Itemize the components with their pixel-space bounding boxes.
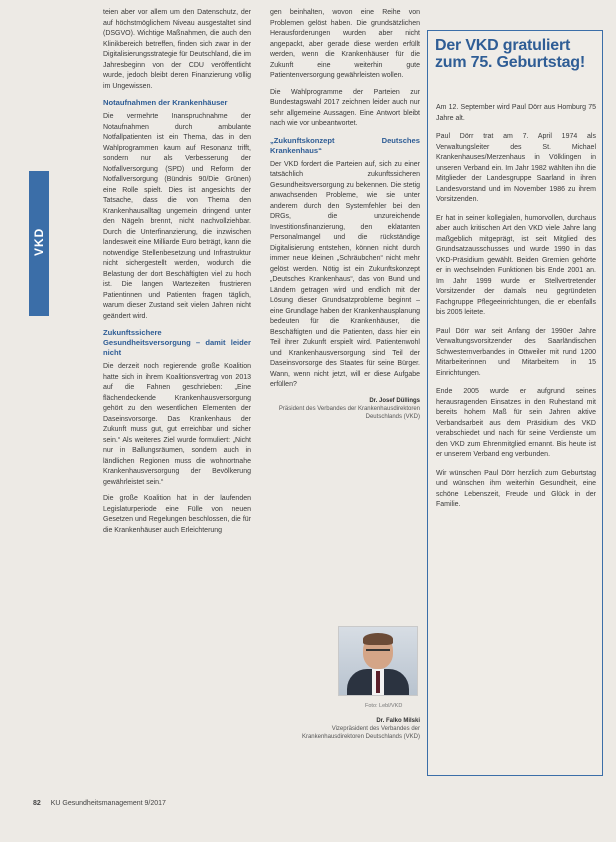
subheading: Notaufnahmen der Krankenhäuser (103, 98, 228, 107)
paragraph: teien aber vor allem um den Datenschutz, der auf höchstmöglichem Niveau ausgestaltet sind (DSGVO). Wichtige Maßnahmen, die auch den Klinikbereich betreffen, finden sich zwar in der Digitalisierungsstrategie für Deutschland, die im Jahresbeginn von der CDU veröffentlicht wurde, jedoch bleibt deren Finanzierung völlig im Ungewissen. (103, 9, 251, 90)
paragraph: gen beinhalten, wovon eine Reihe von Problemen gelöst haben. Die grundsätzlichen Herausforderungen wurden aber nicht angepackt, aber gerade diese werden erfüllt werden, wenn die Krankenhäuser für die Zukunft eine weiterhin gute Patientenversorgung gewährleisten wollen. (270, 9, 420, 79)
page-footer (33, 800, 166, 807)
paragraph: Der VKD fordert die Parteien auf, sich zu einer tatsächlich zukunftssicheren Gesundheitsversorgung zu bekennen. Die stetig anwachsenden Probleme, wie sie unter anderem durch den Systemfehler bei den DRGs, die unzureichende Investitionsfinanzierung, den eklatanten Personalmangel und die rückständige Digitalisierung entstehen, können nicht durch immer neue kleinen „Schräubchen“ nicht mehr gelöst werden. Nötig ist ein Zukunftskonzept „Deutsches Krankenhaus“, das von Bund und Ländern getragen wird und endlich mit der Lösung dieser Grundsatzprobleme beginnt – eine Grundlage haben der Krankenhausplanung bedeuten für die Krankenhäuser, die Beschäftigten und die Patienten, dass hier ein Teil ihrer Zukunft erspielt wird. Patientenwohl und Krankenhausversorgung sind Teil der Daseinsvorsorge des Staates für seine Bürger. Wann, wenn nicht jetzt, will er diese Aufgabe erfüllen? (270, 160, 420, 388)
paragraph: Die derzeit noch regierende große Koalition hatte sich in ihrem Koalitionsvertrag von 2013 auf die Fahnen geschrieben: „Eine flächendeckende Krankenhausversorgung gehört zu den wesentlichen Elementen der Daseinsvorsorge. Das Krankenhaus der Zukunft muss gut, gut erreichbar und sicher sein.“ Als weiteres Ziel wurde formuliert: „Nicht nur in Ballungsräumen, sondern auch in ländlichen Regionen muss die wohnortnahe Krankenhausversorgung der Bevölkerung gewährleistet sein.“ (103, 363, 251, 486)
paragraph: Paul Dörr trat am 7. April 1974 als Verwaltungsleiter des St. Michael Krankenhauses/Merzenhaus in Völklingen in unseren Verband ein. Im Jahr 1982 wählten ihn die Mitglieder der Landesgruppe Saarland in ihren Landesvorstand und im November 1986 zu ihrem Vorsitzenden. (436, 133, 596, 203)
author-name: Dr. Josef Düllings (369, 397, 420, 404)
portrait-photo (338, 626, 418, 696)
subheading: „Zukunftskonzept Deutsches Krankenhaus“ (270, 135, 420, 155)
article-column-2 (270, 8, 420, 421)
photo-caption (270, 717, 420, 741)
photo-credit: Foto: Lebl/VKD (365, 703, 403, 709)
paragraph: Ende 2005 wurde er aufgrund seines herausragenden Einsatzes in den Ruhestand mit bereits hohem Maß für sein Jahren aktive Verbandsarbeit aus dem Präsidium des VKD verabschiedet und nach für seine Verdienste um den VKD zum Ehrenmitglied ernannt. Bis heute ist er unserem Verband eng verbunden. (436, 388, 596, 458)
paragraph: Paul Dörr war seit Anfang der 1990er Jahre Verwaltungsvorsitzender des Saarländischen Schwesternverbandes in Ottweiler mit rund 1200 Mitarbeiterinnen und Mitarbeitern in 15 Einrichtungen. (436, 327, 596, 377)
paragraph: Die große Koalition hat in der laufenden Legislaturperiode eine Fülle von neuen Gesetzen und Regelungen beschlossen, die für die Krankenhäuser auch Erleichterung (103, 495, 251, 534)
paragraph: Er hat in seiner kollegialen, humorvollen, durchaus aber auch kritischen Art den VKD viele Jahre lang maßgeblich mitgeprägt, ist seit Mitglied des Grundsatzausschusses und wurde 1990 in das VKD-Präsidium gewählt. Beiden Gremien gehörte er in wechselnden Funktionen bis Ende 2001 an. Im Jahr 1999 wurde er Stellvertretender Vorsitzender der damals neu gegründeten Fachgruppe Pflegeeinrichtungen, die er ebenfalls bis 2005 leitete. (436, 214, 596, 316)
caption-name: Dr. Falko Milski (376, 718, 420, 724)
paragraph: Am 12. September wird Paul Dörr aus Homburg 75 Jahre alt. (436, 104, 596, 122)
paragraph: Wir wünschen Paul Dörr herzlich zum Geburtstag und wünschen ihm weiterhin Gesundheit, eine schöne Lebenszeit, Freude und Glück in der Familie. (436, 469, 596, 508)
author-signature (270, 397, 420, 421)
author-role: Präsident des Verbandes der Krankenhausdirektoren Deutschlands (VKD) (278, 405, 420, 420)
paragraph: Die vermehrte Inanspruchnahme der Notaufnahmen durch ambulante Notfallpatienten ist ein Thema, das in den Wahlprogrammen kaum auf Resonanz trifft, sondern nur als Verbesserung der Notfallversorgung (SPD) und Reform der Notfallversorgung (Bündnis 90/Die Grünen) eine Rolle spielt. Dies ist angesichts der Tatsache, dass die von Thema den Krankenhausalltag ungemein dringend unter den Nägeln brennt, nicht nachvollziehbar. Durch die Unterfinanzierung, die inzwischen landesweit eine Milliarde Euro beträgt, kann die notwendige Stellenbesetzung und Infrastruktur nicht sichergestellt werden, wodurch die Belastung der dort Beschäftigten viel zu hoch ist. Die langen Wartezeiten frustrieren Patientinnen und Patienten fragen täglich, warum dieser Zustand seit vielen Jahren nicht geändert wird. (103, 113, 251, 320)
subheading: Zukunftssichere Gesundheitsversorgung – damit leider nicht (103, 328, 251, 357)
section-tab (29, 171, 49, 316)
section-tab-label: VKD (32, 227, 46, 256)
paragraph: Die Wahlprogramme der Parteien zur Bundestagswahl 2017 zeichnen leider auch nur sehr allgemeine Aussagen. Eine Antwort bleibt nach wie vor unbeantwortet. (270, 88, 420, 127)
publication-name: KU Gesundheitsmanagement 9/2017 (50, 800, 166, 807)
page-number: 82 (33, 800, 41, 807)
birthday-box (427, 30, 603, 776)
box-text (436, 103, 596, 519)
box-title: Der VKD gratuliert zum 75. Geburtstag! (435, 37, 586, 71)
article-column-1 (103, 8, 251, 542)
caption-role: Vizepräsident des Verbandes der Krankenhausdirektoren Deutschlands (VKD) (301, 726, 420, 740)
